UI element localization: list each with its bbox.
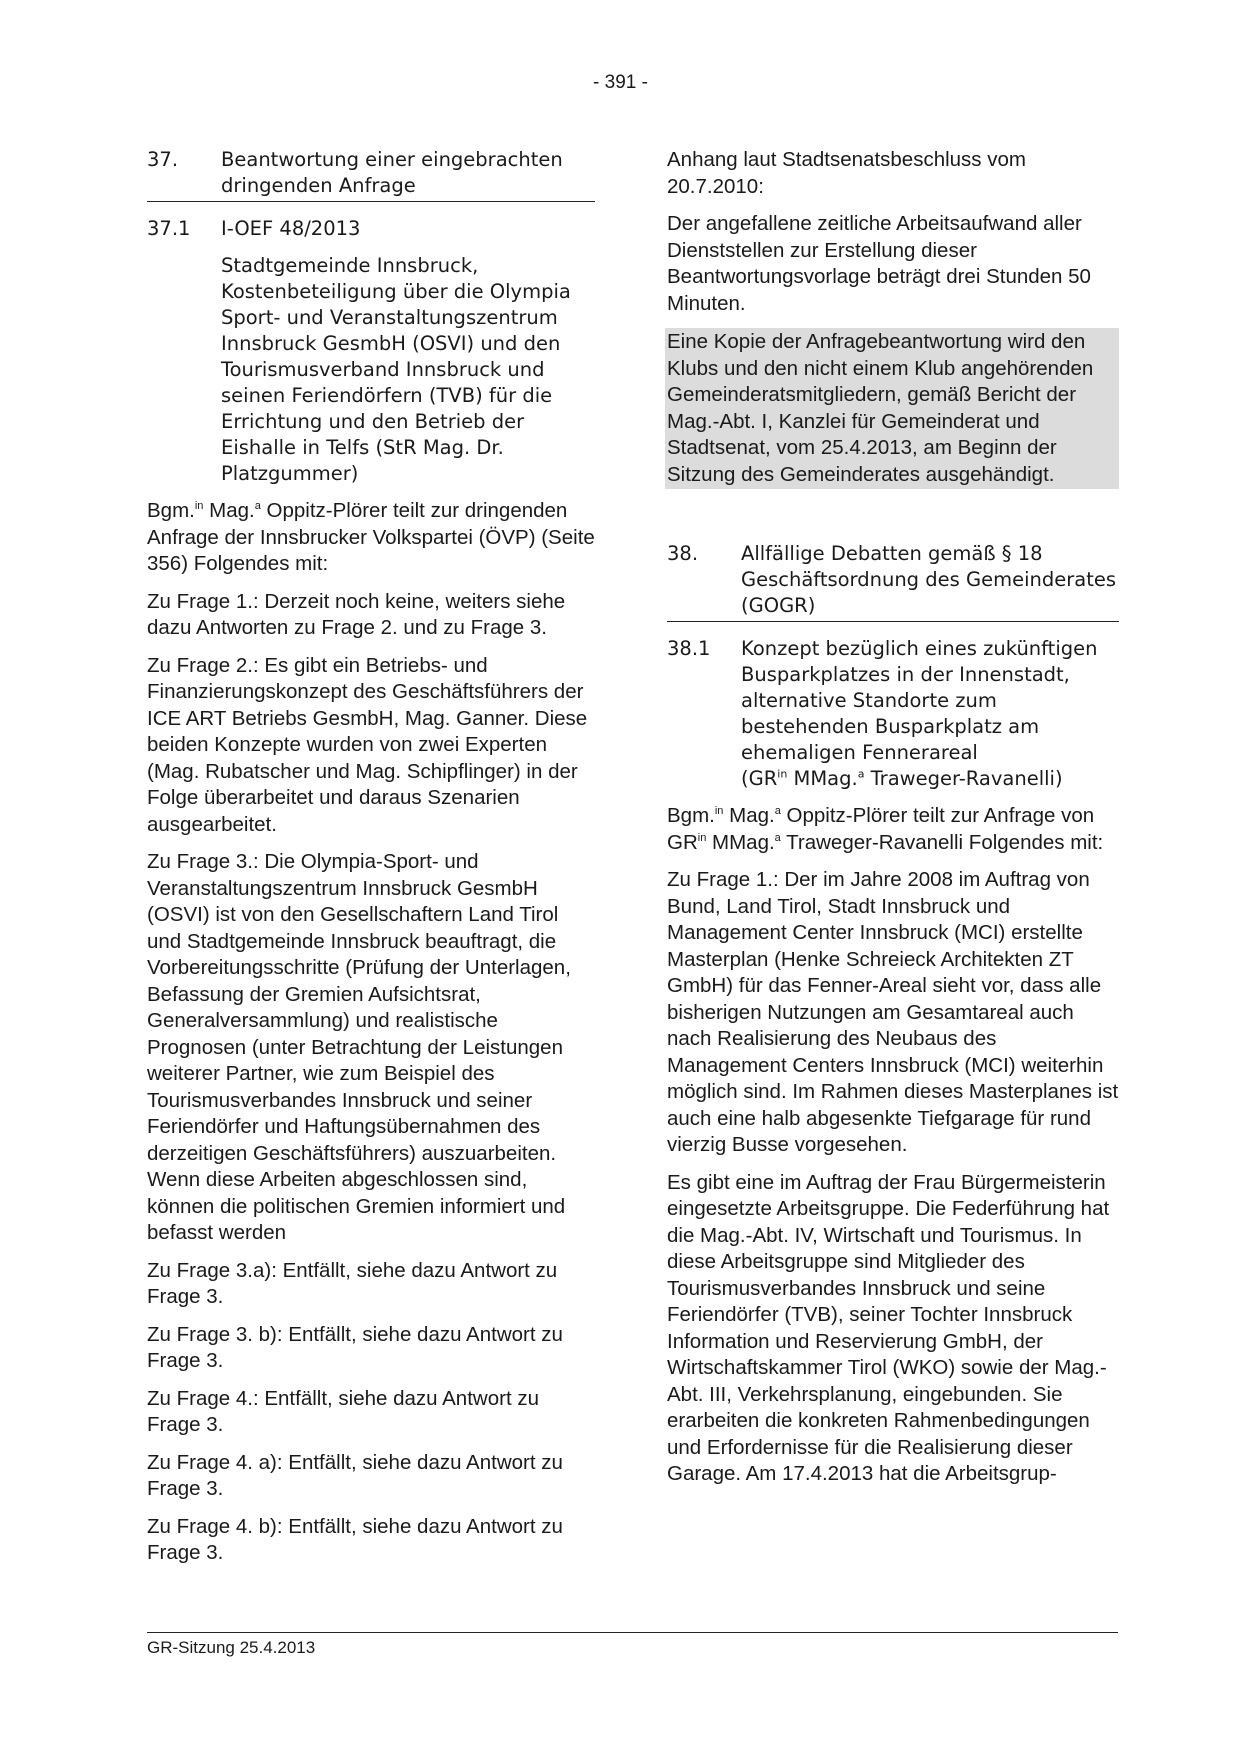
section-38-1-title: Konzept bezüglich eines zukünftigen Busparkplatzes in der Innenstadt, alternative Standorte zum bestehenden Busparkplatz am ehemaligen Fennerareal ($GR^{in}$ MMag.$^a$ Traweger-Ravanelli) (741, 637, 1098, 790)
effort-note: Der angefallene zeitliche Arbeitsaufwand aller Dienststellen zur Erstellung dieser Beantwortungsvorlage beträgt drei Stunden 50 Minuten. (667, 212, 1091, 315)
answer-paragraph: Es gibt eine im Auftrag der Frau Bürgermeisterin eingesetzte Arbeitsgruppe. Die Federführung hat die Mag.-Abt. IV, Wirtschaft und Tourismus. In diese Arbeitsgruppe sind Mitglieder des Tourismusverbandes Innsbruck und seine Feriendörfer (TVB), seiner Tochter Innsbruck Information und Reservierung GmbH, der Wirtschaftskammer Tirol (WKO) sowie der Mag.-Abt. III, Verkehrsplanung, eingebunden. Sie erarbeiten die konkreten Rahmenbedingungen und Erfordernisse für die Realisierung dieser Garage. Am 17.4.2013 hat die Arbeitsgrup- (667, 1170, 1110, 1485)
section-37-1-description: Stadtgemeinde Innsbruck, Kostenbeteiligung über die Olympia Sport- und Veranstaltungszentrum Innsbruck GesmbH (OSVI) und den Tourismusverband Innsbruck und seinen Feriendörfern (TVB) für die Errichtung und den Betrieb der Eishalle in Telfs (StR Mag. Dr. Platzgummer) (221, 254, 571, 485)
answer-paragraph: Zu Frage 1.: Derzeit noch keine, weiters siehe dazu Antworten zu Frage 2. und zu Frage 3. (147, 589, 566, 639)
section-37-1-heading (147, 216, 595, 242)
intro-paragraph: Bgm.$^{in}$ Mag.$^a$ Oppitz-Plörer teilt zur Anfrage von $GR^{in}$ MMag.$^a$ Traweger-Ravanelli Folgendes mit: (667, 804, 1104, 854)
footer: GR-Sitzung 25.4.2013 (147, 1632, 1118, 1658)
section-38-1-number: 38.1 (667, 637, 711, 660)
appendix-note: Anhang laut Stadtsenatsbeschluss vom 20.7.2010: (667, 148, 1026, 198)
section-38-title: Allfällige Debatten gemäß § 18 Geschäftsordnung des Gemeinderates (GOGR) (741, 542, 1117, 617)
page-number: - 391 - (593, 72, 648, 93)
answer-paragraph: Zu Frage 4. b): Entfällt, siehe dazu Antwort zu Frage 3. (147, 1514, 563, 1564)
section-37-1-id: I-OEF 48/2013 (221, 217, 361, 240)
section-38-1-heading (667, 636, 1119, 792)
section-38-heading (667, 541, 1119, 622)
answer-paragraph: Zu Frage 3. b): Entfällt, siehe dazu Antwort zu Frage 3. (147, 1322, 563, 1372)
answer-paragraph: Zu Frage 1.: Der im Jahre 2008 im Auftrag von Bund, Land Tirol, Stadt Innsbruck und Management Center Innsbruck (MCI) erstellte Masterplan (Henke Schreieck Architekten ZT GmbH) für das Fenner-Areal sieht vor, dass alle bisherigen Nutzungen am Gesamtareal auch nach Realisierung des Neubaus des Management Centers Innsbruck (MCI) weiterhin möglich sind. Im Rahmen dieses Masterplanes ist auch eine halb abgesenkte Tiefgarage für rund vierzig Busse vorgesehen. (667, 868, 1119, 1156)
section-38-number: 38. (667, 542, 699, 565)
answer-paragraph: Zu Frage 4.: Entfällt, siehe dazu Antwort zu Frage 3. (147, 1386, 539, 1436)
section-37-1-number: 37.1 (147, 217, 191, 240)
copy-note: Eine Kopie der Anfragebeantwortung wird den Klubs und den nicht einem Klub angehörenden Gemeinderatsmitgliedern, gemäß Bericht der Mag.-Abt. I, Kanzlei für Gemeinderat und Stadtsenat, vom 25.4.2013, am Beginn der Sitzung des Gemeinderates ausgehändigt. (665, 328, 1119, 489)
answer-paragraph: Zu Frage 4. a): Entfällt, siehe dazu Antwort zu Frage 3. (147, 1450, 563, 1500)
answer-paragraph: Zu Frage 2.: Es gibt ein Betriebs- und Finanzierungskonzept des Geschäftsführers der ICE ART Betriebs GesmbH, Mag. Ganner. Diese beiden Konzepte wurden von zwei Experten (Mag. Rubatscher und Mag. Schipflinger) in der Folge überarbeitet und daraus Szenarien ausgearbeitet. (147, 653, 588, 836)
answer-paragraph: Zu Frage 3.: Die Olympia-Sport- und Veranstaltungszentrum Innsbruck GesmbH (OSVI) ist von den Gesellschaftern Land Tirol und Stadtgemeinde Innsbruck beauftragt, die Vorbereitungsschritte (Prüfung der Unterlagen, Befassung der Gremien Aufsichtsrat, Generalversammlung) und realistische Prognosen (unter Betrachtung der Leistungen weiterer Partner, wie zum Beispiel des Tourismusverbandes Innsbruck und seiner Feriendörfer und Haftungsübernahmen des derzeitigen Geschäftsführers) auszuarbeiten. Wenn diese Arbeiten abgeschlossen sind, können die politischen Gremien informiert und befasst werden (147, 850, 571, 1244)
section-37-heading (147, 147, 595, 202)
right-column (667, 147, 1119, 1499)
section-37-title: Beantwortung einer eingebrachten dringenden Anfrage (221, 148, 563, 197)
intro-paragraph: Bgm.$^{in}$ Mag.$^a$ Oppitz-Plörer teilt zur dringenden Anfrage der Innsbrucker Volkspartei (ÖVP) (Seite 356) Folgendes mit: (147, 499, 595, 575)
left-column (147, 147, 595, 1578)
answer-paragraph: Zu Frage 3.a): Entfällt, siehe dazu Antwort zu Frage 3. (147, 1258, 558, 1308)
section-37-number: 37. (147, 148, 179, 171)
